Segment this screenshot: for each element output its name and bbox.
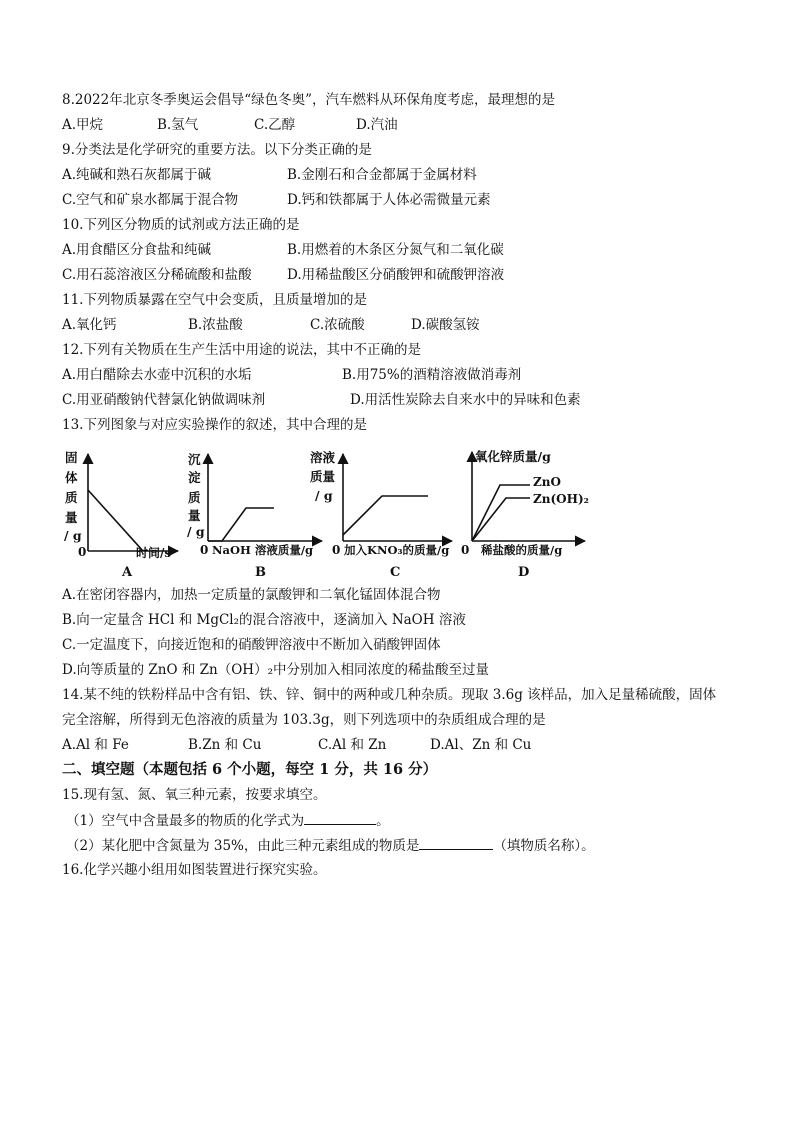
q9-option-c: C.空气和矿泉水都属于混合物 (62, 192, 239, 208)
graph-b-xlabel: NaOH 溶液质量/g (212, 543, 314, 557)
q15-part2-end: （填物质名称）。 (493, 838, 595, 854)
q11-option-a: A.氧化钙 (62, 317, 117, 333)
graph-b-caption: B (255, 565, 266, 580)
q15-part1-end: 。 (376, 813, 390, 829)
graph-d-legend-zno: ZnO (533, 475, 561, 489)
q14-stem-line2: 完全溶解，所得到无色溶液的质量为 103.3g，则下列选项中的杂质组成合理的是 (62, 712, 546, 728)
graph-d-legend-znoh2: Zn(OH)₂ (533, 492, 589, 506)
section-2-title: 二、填空题（本题包括 6 个小题，每空 1 分，共 16 分） (62, 761, 438, 778)
q15-part2-text: （2）某化肥中含氮量为 35%，由此三种元素组成的物质是 (66, 838, 420, 854)
q10-stem: 10.下列区分物质的试剂或方法正确的是 (62, 217, 300, 233)
graph-c-xlabel: 加入KNO₃的质量/g (344, 543, 450, 557)
q12-option-b: B.用75%的酒精溶液做消毒剂 (342, 367, 522, 383)
q8-option-a: A.甲烷 (62, 117, 104, 133)
graph-a-origin: 0 (78, 545, 87, 559)
graph-c-caption: C (390, 565, 401, 580)
q8-option-d: D.汽油 (356, 117, 398, 133)
q15-part2-blank[interactable] (419, 835, 493, 850)
q13-option-c: C.一定温度下，向接近饱和的硝酸钾溶液中不断加入硝酸钾固体 (62, 637, 441, 653)
q14-option-b: B.Zn 和 Cu (188, 737, 262, 753)
q13-graphs (60, 448, 600, 580)
graph-d-caption: D (518, 565, 530, 580)
q14-option-d: D.Al、Zn 和 Cu (430, 737, 532, 753)
graph-b-origin: 0 (200, 543, 209, 557)
q11-option-c: C.浓硫酸 (310, 317, 365, 333)
q14-stem-line1: 14.某不纯的铁粉样品中含有铝、铁、锌、铜中的两种或几种杂质。现取 3.6g 该样品，加入足量稀硫酸，固体 (62, 687, 717, 703)
q11-option-b: B.浓盐酸 (188, 317, 243, 333)
q13-option-d: D.向等质量的 ZnO 和 Zn（OH）₂中分别加入相同浓度的稀盐酸至过量 (62, 662, 489, 678)
graph-b-ylabel: 沉 淀 质 量 / g (187, 452, 205, 539)
q15-part1-text: （1）空气中含量最多的物质的化学式为 (66, 813, 305, 829)
q13-option-b: B.向一定量含 HCl 和 MgCl₂的混合溶液中，逐滴加入 NaOH 溶液 (62, 612, 466, 628)
q10-option-d: D.用稀盐酸区分硝酸钾和硫酸钾溶液 (287, 267, 505, 283)
q12-stem: 12.下列有关物质在生产生活中用途的说法，其中不正确的是 (62, 342, 421, 358)
q9-option-d: D.钙和铁都属于人体必需微量元素 (287, 192, 491, 208)
graph-d (461, 449, 589, 580)
q12-option-d: D.用活性炭除去自来水中的异味和色素 (350, 392, 581, 408)
q12-option-c: C.用亚硝酸钠代替氯化钠做调味剂 (62, 392, 266, 408)
q11-stem: 11.下列物质暴露在空气中会变质，且质量增加的是 (62, 292, 367, 308)
q16-stem: 16.化学兴趣小组用如图装置进行探究实验。 (62, 862, 327, 878)
q14-option-c: C.Al 和 Zn (318, 737, 387, 753)
graph-d-origin: 0 (461, 543, 470, 557)
graph-a (64, 450, 178, 580)
graph-c-origin: 0 (332, 543, 341, 557)
q10-option-a: A.用食醋区分食盐和纯碱 (62, 242, 212, 258)
q9-stem: 9.分类法是化学研究的重要方法。以下分类正确的是 (62, 142, 372, 158)
q13-stem: 13.下列图象与对应实验操作的叙述，其中合理的是 (62, 417, 367, 433)
graph-d-curve-zno (472, 485, 530, 541)
graph-b-curve (208, 508, 274, 541)
graph-c-curve (343, 496, 428, 535)
q10-option-c: C.用石蕊溶液区分稀硫酸和盐酸 (62, 267, 252, 283)
q8-option-b: B.氢气 (157, 117, 199, 133)
q8-stem: 8.2022年北京冬季奥运会倡导“绿色冬奥”，汽车燃料从环保角度考虑，最理想的是 (62, 92, 556, 108)
q12-option-a: A.用白醋除去水壶中沉积的水垢 (62, 367, 252, 383)
q10-option-b: B.用燃着的木条区分氮气和二氧化碳 (287, 242, 504, 258)
graph-c-ylabel: 溶液 质量 / g (310, 450, 336, 503)
graph-b (187, 452, 322, 580)
q9-option-b: B.金刚石和合金都属于金属材料 (287, 167, 477, 183)
graph-c (310, 450, 452, 580)
q14-option-a: A.Al 和 Fe (62, 737, 129, 753)
graph-a-curve (88, 490, 143, 551)
q15-part1-blank[interactable] (304, 810, 376, 825)
q9-option-a: A.纯碱和熟石灰都属于碱 (62, 167, 212, 183)
q15-part2 (66, 835, 595, 856)
q11-option-d: D.碳酸氢铵 (411, 317, 480, 333)
graph-d-ylabel: 氧化锌质量/g (475, 449, 551, 464)
q8-option-c: C.乙醇 (254, 117, 296, 133)
q15-part1 (66, 810, 390, 831)
graph-d-xlabel: 稀盐酸的质量/g (481, 543, 563, 557)
graph-a-xlabel: 时间/s (136, 546, 172, 560)
graph-a-caption: A (122, 565, 133, 580)
q15-stem: 15.现有氢、氮、氧三种元素，按要求填空。 (62, 787, 327, 803)
graph-a-ylabel: 固 体 质 量 / g (64, 450, 82, 543)
q13-option-a: A.在密闭容器内，加热一定质量的氯酸钾和二氧化锰固体混合物 (62, 587, 441, 603)
graph-d-curve-znoh2 (472, 498, 530, 541)
